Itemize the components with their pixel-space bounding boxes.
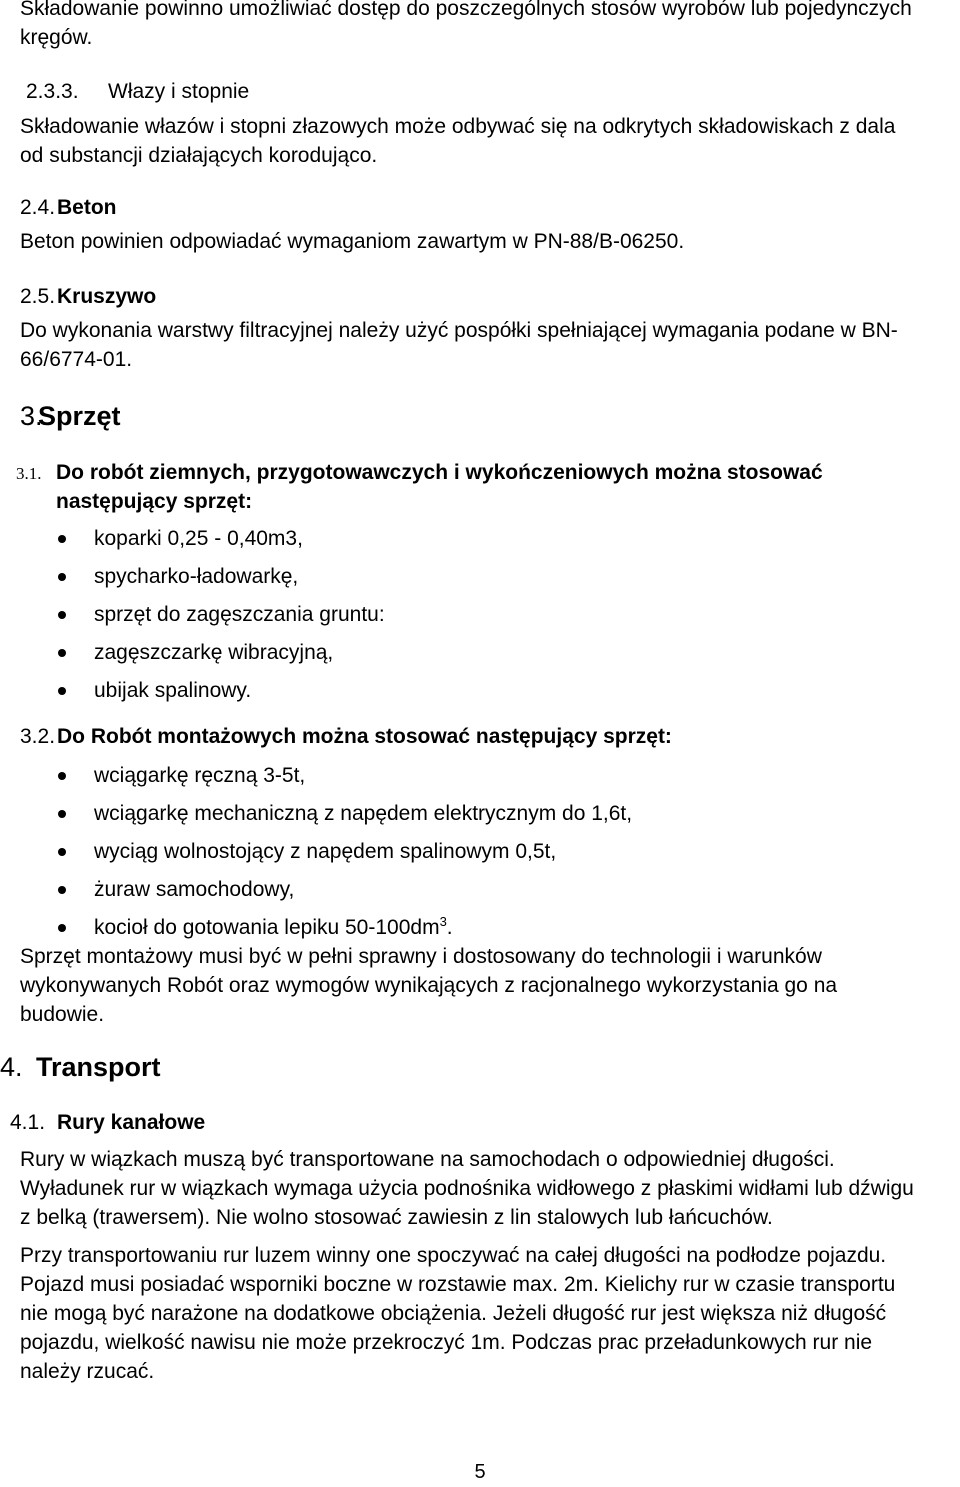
bullet-icon (58, 848, 66, 856)
section-title: Sprzęt (38, 401, 121, 431)
section-2-3-3-text: Składowanie włazów i stopni złazowych może odbywać się na odkrytych składowiskach z dala od substancji działających korodująco. (20, 115, 896, 167)
section-number: 4. (0, 1052, 23, 1082)
section-3-2-heading (20, 722, 920, 751)
bullet-icon (58, 810, 66, 818)
section-title: Do Robót montażowych można stosować następujący sprzęt: (57, 725, 672, 748)
bullet-icon (58, 535, 66, 543)
section-title: Transport (36, 1052, 161, 1082)
bullet-icon (58, 772, 66, 780)
bullet-icon (58, 573, 66, 581)
section-2-5-text: Do wykonania warstwy filtracyjnej należy użyć pospółki spełniającej wymagania podane w BN-66/6774-01. (20, 319, 898, 371)
section-3-heading (20, 400, 920, 432)
section-title: Do robót ziemnych, przygotowawczych i wykończeniowych można stosować następujący sprzęt: (56, 461, 823, 513)
list-item: sprzęt do zagęszczania gruntu: (20, 600, 920, 638)
list-item: spycharko-ładowarkę, (20, 562, 920, 600)
section-number: 2.5. (20, 285, 56, 308)
section-2-4-heading (20, 193, 920, 222)
list-item: wyciąg wolnostojący z napędem spalinowym 0,5t, (20, 837, 920, 875)
bullet-icon (58, 611, 66, 619)
section-title: Kruszywo (57, 285, 157, 308)
intro-text: Składowanie powinno umożliwiać dostęp do poszczególnych stosów wyrobów lub pojedynczych kręgów. (20, 0, 912, 49)
section-3 (20, 400, 920, 432)
section-2-5-heading (20, 282, 920, 311)
bullet-icon (58, 886, 66, 894)
bullet-icon (58, 687, 66, 695)
section-number: 2.3.3. (26, 80, 79, 103)
section-2-4-text: Beton powinien odpowiadać wymaganiom zawartym w PN-88/B-06250. (20, 230, 685, 253)
page-number: 5 (474, 1461, 486, 1483)
section-2-5 (20, 282, 920, 374)
section-title: Beton (57, 196, 117, 219)
list-item: kocioł do gotowania lepiku $50-100dm^3$. (20, 913, 920, 951)
section-2-4 (20, 193, 920, 256)
equipment-list-assembly (20, 761, 920, 951)
section-3-2-note: Sprzęt montażowy musi być w pełni sprawny i dostosowany do technologii i warunków wykonywanych Robót oraz wymogów wynikających z racjonalnego wykorzystania go na budowie. (20, 945, 838, 1026)
section-4-1-paragraph-2: Przy transportowaniu rur luzem winny one spoczywać na całej długości na podłodze pojazdu. Pojazd musi posiadać wsporniki boczne w rozstawie max. 2m. Kielichy rur w czasie transportu nie mogą być narażone na dodatkowe obciążenia. Jeżeli długość rur jest większa niż długość pojazdu, wielkość nawisu nie może przekroczyć 1m. Podczas prac przeładunkowych rur nie należy rzucać. (20, 1244, 896, 1383)
list-item: zagęszczarkę wibracyjną, (20, 638, 920, 676)
section-3-1-heading (16, 458, 920, 516)
section-title: Włazy i stopnie (108, 80, 250, 103)
section-4-1-paragraph-1: Rury w wiązkach muszą być transportowane na samochodach o odpowiedniej długości. Wyładunek rur w wiązkach wymaga użycia podnośnika widłowego z płaskimi widłami lub dźwigu z belką (trawersem). Nie wolno stosować zawiesin z lin stalowych lub łańcuchów. (20, 1148, 914, 1229)
section-3-1 (16, 458, 920, 714)
list-item: wciągarkę ręczną 3-5t, (20, 761, 920, 799)
section-number: 4.1. (10, 1111, 46, 1134)
section-2-3-3-heading (20, 77, 920, 106)
list-item: żuraw samochodowy, (20, 875, 920, 913)
section-number: 3.2. (20, 725, 56, 748)
list-item: wciągarkę mechaniczną z napędem elektrycznym do 1,6t, (20, 799, 920, 837)
section-4-heading (0, 1051, 920, 1083)
bullet-icon (58, 649, 66, 657)
section-4 (0, 1051, 920, 1083)
section-number: 3. (20, 401, 43, 431)
equipment-list-earthworks (20, 524, 920, 714)
section-4-1 (10, 1108, 920, 1386)
list-item: ubijak spalinowy. (20, 676, 920, 714)
section-2-3-3 (20, 77, 920, 170)
bullet-icon (58, 924, 66, 932)
intro-paragraph (20, 0, 920, 52)
section-4-1-heading (10, 1108, 920, 1137)
list-item: koparki 0,25 - 0,40m3, (20, 524, 920, 562)
section-3-2 (20, 722, 920, 1029)
section-title: Rury kanałowe (57, 1111, 206, 1134)
section-number: 2.4. (20, 196, 56, 219)
section-number: 3.1. (16, 464, 42, 483)
